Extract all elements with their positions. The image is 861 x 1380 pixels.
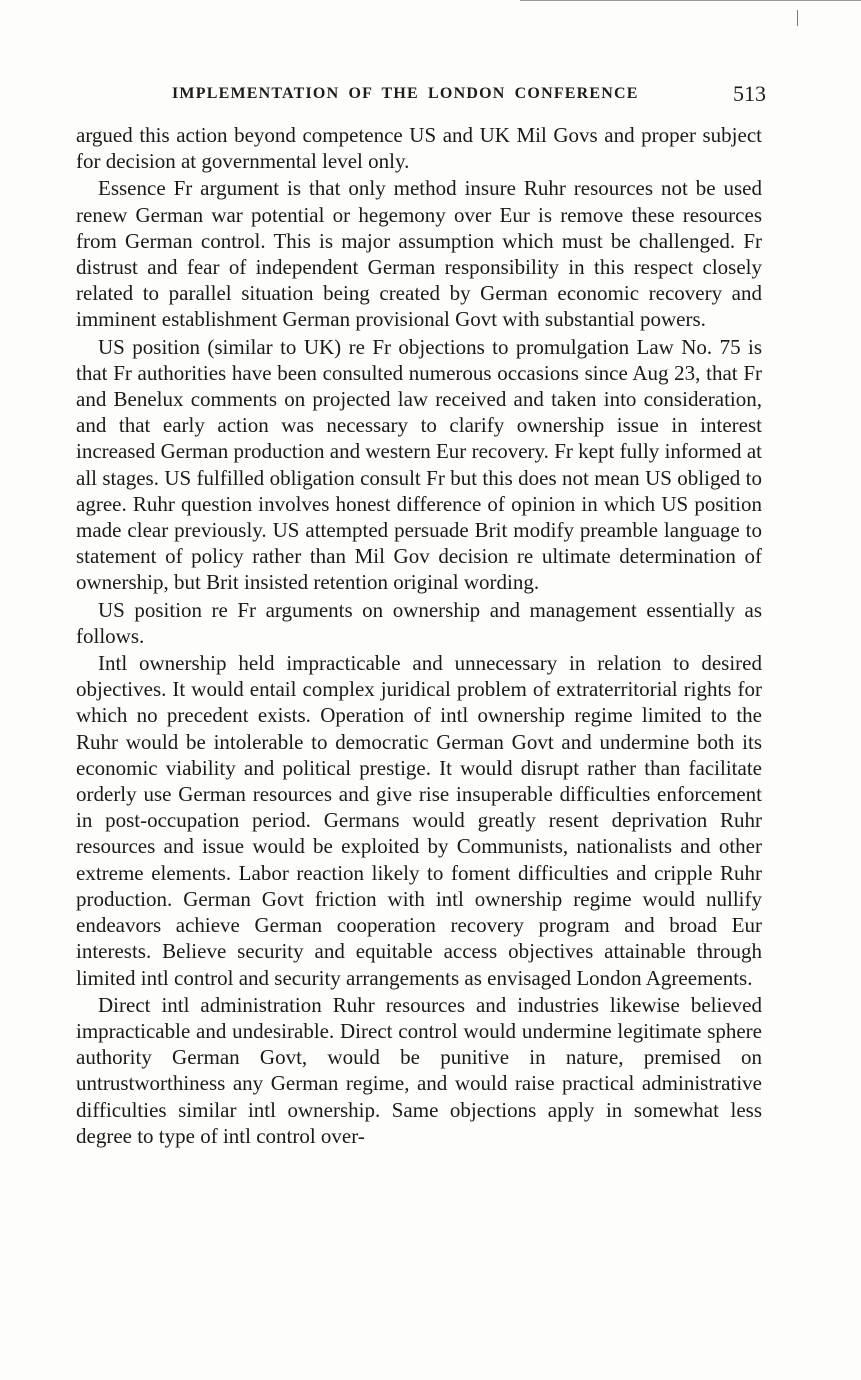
running-title: IMPLEMENTATION OF THE LONDON CONFERENCE (172, 85, 639, 102)
paragraph-continuation: argued this action beyond competence US and UK Mil Govs and proper subject for decision at governmental level only. (76, 123, 762, 174)
paragraph-essence-fr-argument: Essence Fr argument is that only method insure Ruhr resources not be used renew German war potential or hegemony over Eur is remove these resources from German control. This is major assumption which must be challenged. Fr distrust and fear of independent German responsibility in this respect closely related to parallel situation being created by German economic recovery and imminent establishment German provisional Govt with substantial powers. (76, 176, 762, 332)
paragraph-ownership-intro: US position re Fr arguments on ownership and management essentially as follows. (76, 597, 762, 648)
scan-edge-mark (797, 10, 798, 26)
paragraph-intl-ownership: Intl ownership held impracticable and unnecessary in relation to desired objectives. It would entail complex juridical problem of extraterritorial rights for which no precedent exists. Operation of intl ownership regime limited to the Ruhr would be intolerable to democratic German Govt and undermine both its economic viability and political prestige. It would disrupt rather than facilitate orderly use German resources and give rise insuperable difficulties enforcement in post-occupation period. Germans would greatly resent deprivation Ruhr resources and issue would be exploited by Communists, nationalists and other extreme elements. Labor reaction likely to foment difficulties and cripple Ruhr production. German Govt friction with intl ownership regime would nullify endeavors achieve German cooperation recovery program and broad Eur interests. Believe security and equitable access objectives attainable through limited intl control and security arrangements as envisaged London Agreements. (76, 651, 762, 990)
paragraph-us-position-law-75: US position (similar to UK) re Fr objections to promulgation Law No. 75 is that Fr authorities have been consulted numerous occasions since Aug 23, that Fr and Benelux comments on projected law received and taken into consideration, and that early action was necessary to clarify ownership issue in interest increased German production and western Eur recovery. Fr kept fully informed at all stages. US fulfilled obligation consult Fr but this does not mean US obliged to agree. Ruhr question involves honest difference of opinion in which US position made clear previously. US attempted persuade Brit modify preamble language to statement of policy rather than Mil Gov decision re ultimate determination of ownership, but Brit insisted retention original wording. (76, 334, 762, 595)
body-text (76, 122, 762, 1149)
top-edge-rule (520, 0, 861, 1)
page-number: 513 (733, 81, 766, 106)
running-header (76, 81, 766, 111)
paragraph-direct-administration: Direct intl administration Ruhr resources and industries likewise believed impracticable and undesirable. Direct control would undermine legitimate sphere authority German Govt, would be punitive in nature, premised on untrustworthiness any German regime, and would raise practical administrative difficulties similar intl ownership. Same objections apply in somewhat less degree to type of intl control over- (76, 992, 762, 1148)
